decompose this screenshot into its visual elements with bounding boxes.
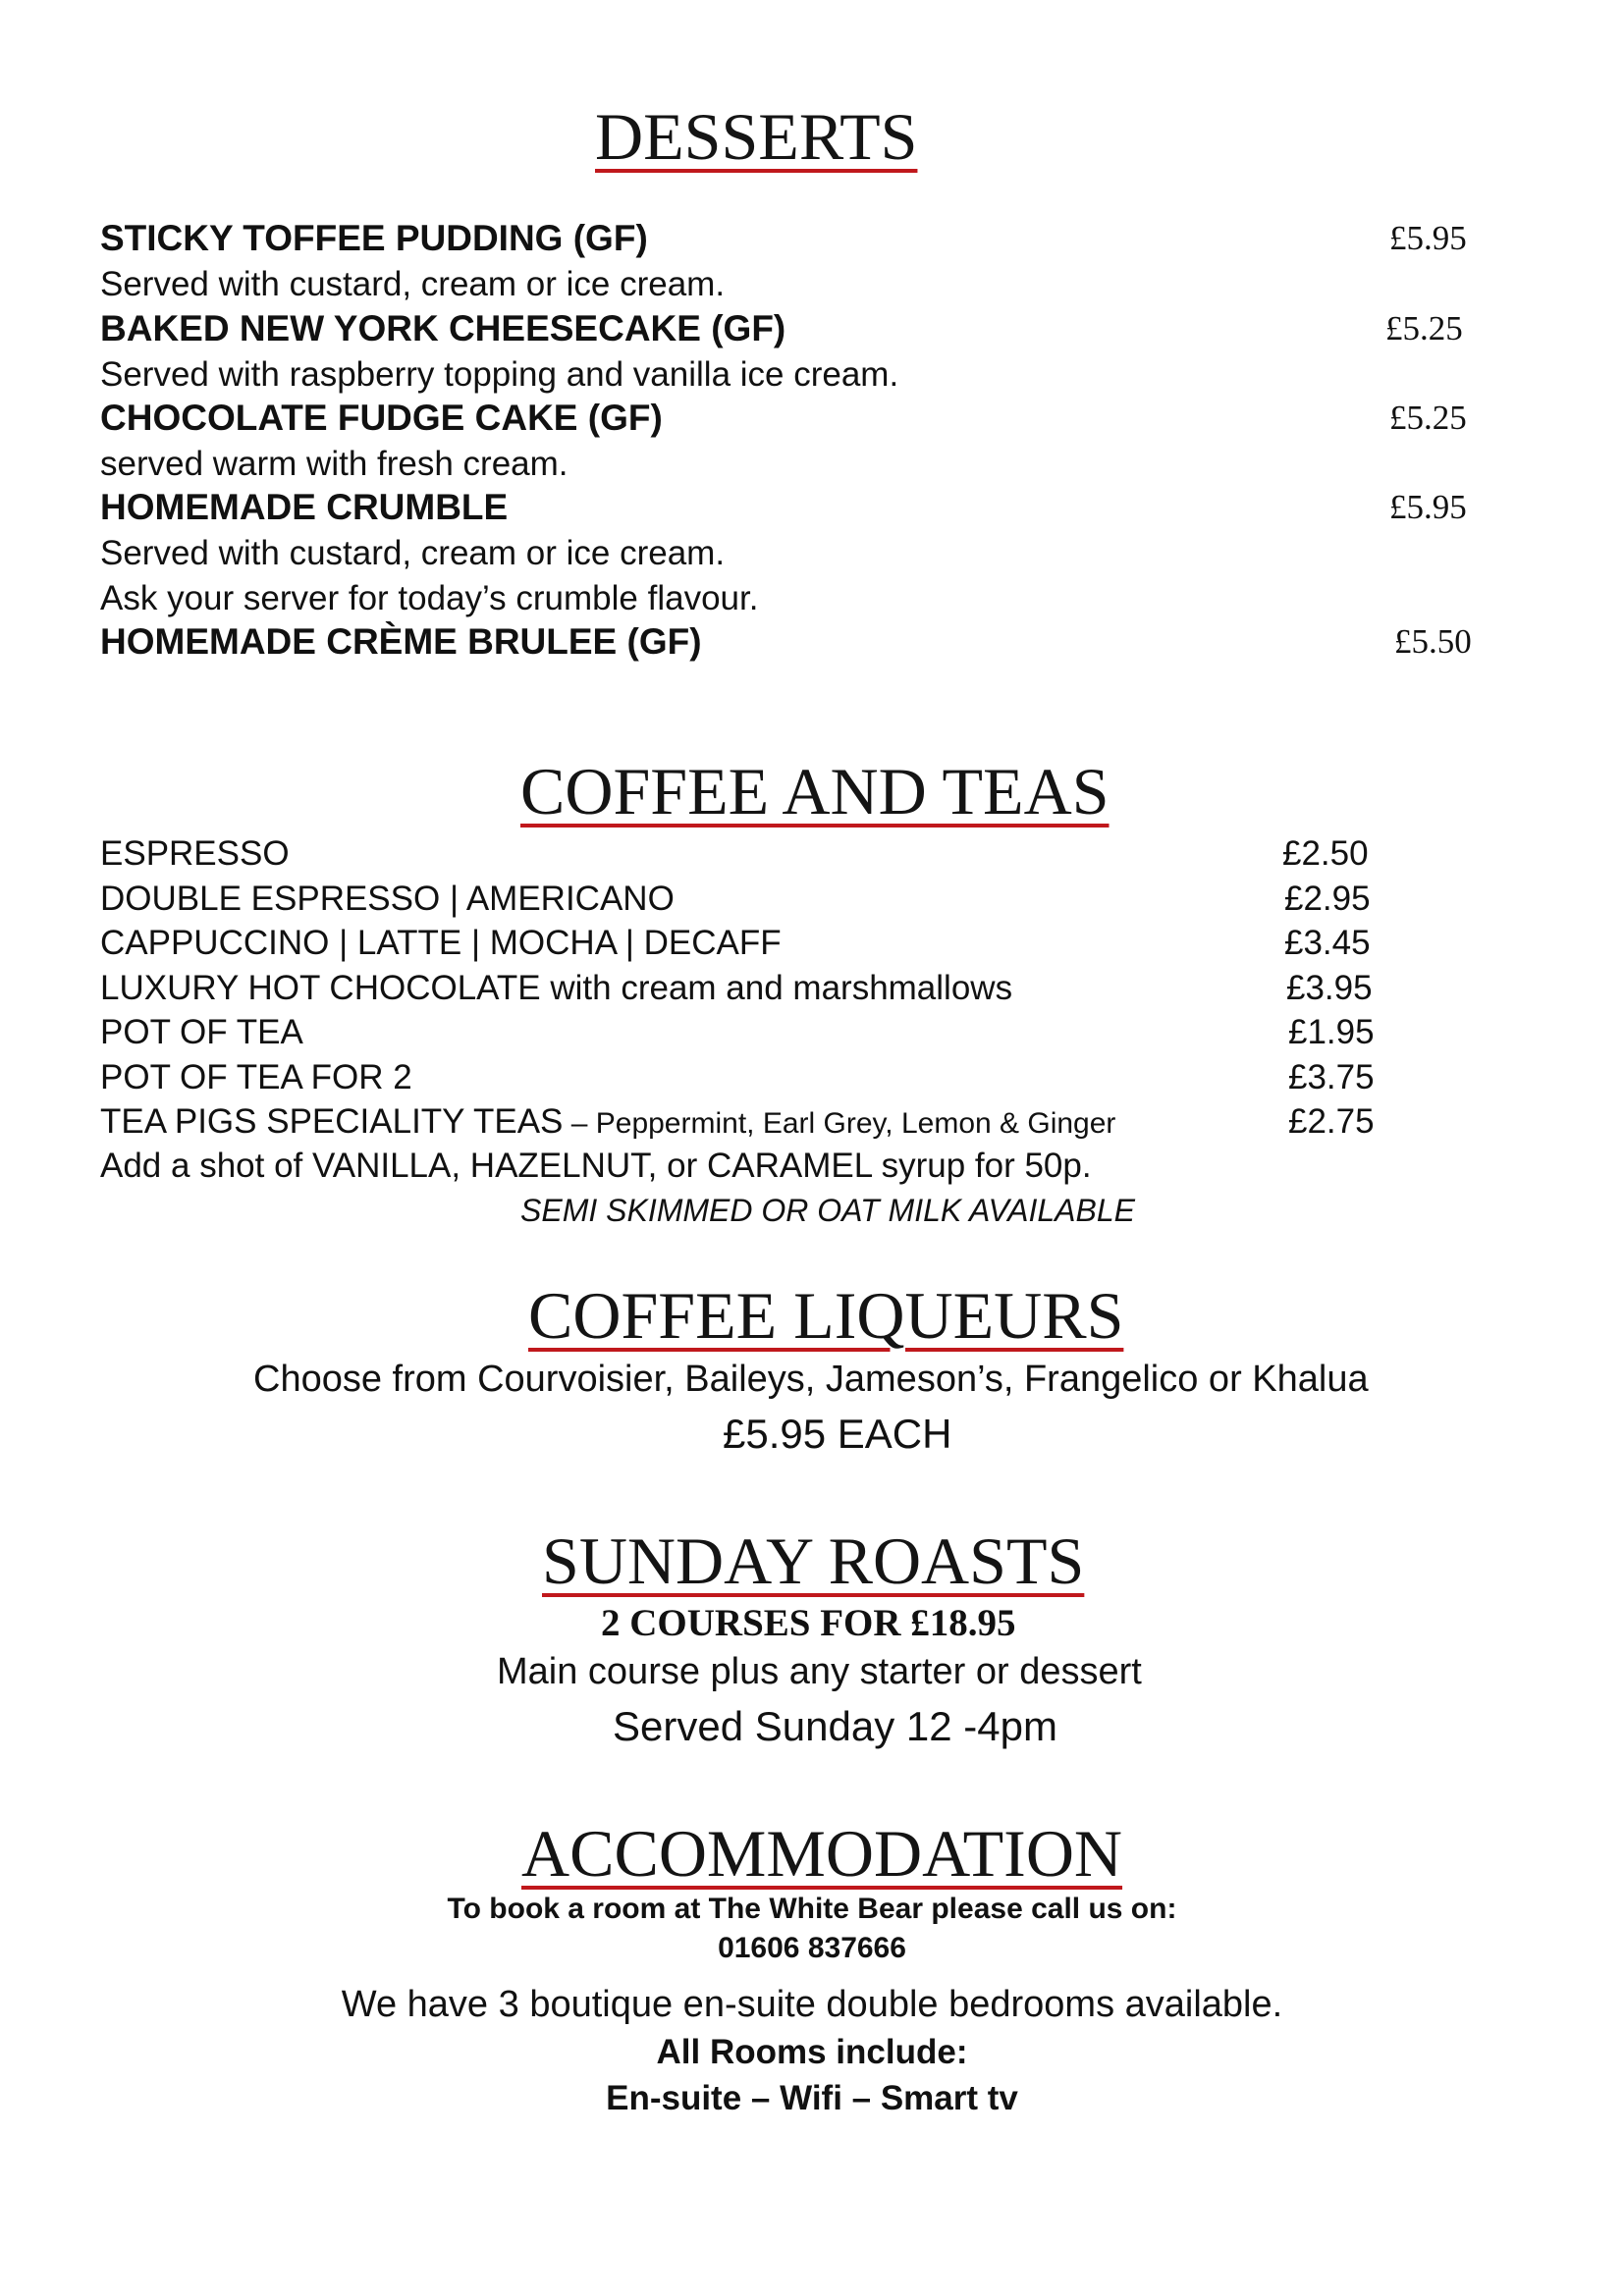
menu-item-name: HOMEMADE CRÈME BRULEE (GF) <box>100 621 702 662</box>
drink-item <box>100 1060 412 1095</box>
menu-item-description: Served with raspberry topping and vanilla ice cream. <box>100 355 899 394</box>
includes-list: En-suite – Wifi – Smart tv <box>606 2079 1018 2117</box>
drink-extra: with cream and marshmallows <box>540 969 1013 1007</box>
accommodation-heading: ACCOMMODATION <box>521 1816 1123 1891</box>
menu-item-price: £5.25 <box>1389 399 1467 437</box>
coffee-teas-heading: COFFEE AND TEAS <box>520 754 1110 828</box>
drink-price: £3.45 <box>1284 924 1371 962</box>
coffee-liqueurs-heading: COFFEE LIQUEURS <box>528 1278 1124 1353</box>
drink-name: CAPPUCCINO | LATTE | MOCHA | DECAFF <box>100 924 782 962</box>
drink-extra: – Peppermint, Earl Grey, Lemon & Ginger <box>563 1107 1116 1140</box>
drink-item <box>100 881 675 916</box>
phone-number: 01606 837666 <box>718 1932 906 1964</box>
menu-item-name: HOMEMADE CRUMBLE <box>100 487 509 527</box>
drink-price: £2.95 <box>1284 880 1371 918</box>
drink-name: ESPRESSO <box>100 834 290 873</box>
drink-name: POT OF TEA FOR 2 <box>100 1058 412 1096</box>
drink-price: £3.75 <box>1288 1058 1375 1096</box>
menu-item-price: £5.95 <box>1389 488 1467 526</box>
menu-item-name: CHOCOLATE FUDGE CAKE (GF) <box>100 398 663 438</box>
drink-name: POT OF TEA <box>100 1013 303 1051</box>
drink-item <box>100 1015 303 1049</box>
drink-price: £2.75 <box>1288 1102 1375 1141</box>
menu-item-description: Served with custard, cream or ice cream. <box>100 534 726 572</box>
drink-price: £1.95 <box>1288 1013 1375 1051</box>
rooms-description: We have 3 boutique en-suite double bedrooms available. <box>341 1984 1283 2025</box>
liqueur-price: £5.95 EACH <box>723 1411 952 1457</box>
drink-name: LUXURY HOT CHOCOLATE <box>100 969 541 1007</box>
drink-item <box>100 1104 1115 1139</box>
menu-item-name: STICKY TOFFEE PUDDING (GF) <box>100 218 648 258</box>
menu-item-price: £5.50 <box>1394 622 1472 661</box>
roast-offer: 2 COURSES FOR £18.95 <box>601 1602 1016 1644</box>
menu-item-name: BAKED NEW YORK CHEESECAKE (GF) <box>100 308 786 348</box>
sunday-roasts-heading: SUNDAY ROASTS <box>542 1523 1085 1598</box>
drink-name: TEA PIGS SPECIALITY TEAS <box>100 1102 564 1141</box>
menu-item-price: £5.95 <box>1389 219 1467 257</box>
drink-price: £2.50 <box>1282 834 1369 873</box>
drink-name: DOUBLE ESPRESSO | AMERICANO <box>100 880 675 918</box>
menu-item-description: Served with custard, cream or ice cream. <box>100 265 726 303</box>
syrup-note: Add a shot of VANILLA, HAZELNUT, or CARAMEL syrup for 50p. <box>100 1147 1092 1185</box>
desserts-heading: DESSERTS <box>595 99 918 174</box>
menu-item-description: served warm with fresh cream. <box>100 445 568 483</box>
liqueur-choices: Choose from Courvoisier, Baileys, Jameson’s, Frangelico or Khalua <box>253 1359 1369 1400</box>
menu-item-description: Ask your server for today’s crumble flavour. <box>100 579 759 617</box>
drink-item <box>100 836 290 871</box>
includes-label: All Rooms include: <box>656 2033 968 2071</box>
drink-item <box>100 926 782 960</box>
roast-detail: Main course plus any starter or dessert <box>497 1651 1142 1692</box>
roast-served-times: Served Sunday 12 -4pm <box>613 1703 1057 1749</box>
drink-item <box>100 971 1012 1005</box>
milk-note: SEMI SKIMMED OR OAT MILK AVAILABLE <box>520 1193 1135 1228</box>
drink-price: £3.95 <box>1286 969 1373 1007</box>
booking-text: To book a room at The White Bear please call us on: <box>447 1893 1177 1925</box>
menu-item-price: £5.25 <box>1385 309 1463 347</box>
